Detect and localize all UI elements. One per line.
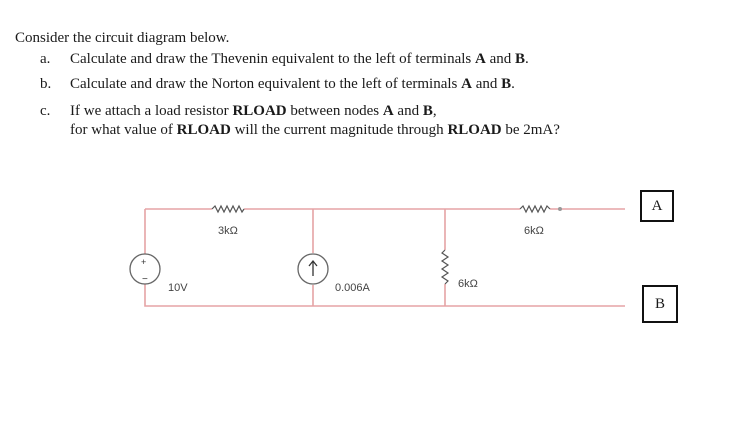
terminal-ref: B [515, 51, 526, 67]
question-text: and [485, 51, 516, 67]
voltage-source [130, 254, 188, 294]
question-text: and [393, 103, 423, 119]
current-source [298, 254, 371, 294]
question-text: will the current magnitude through [230, 122, 448, 138]
rload-symbol: RLOAD [232, 103, 287, 119]
question-text: Calculate and draw the Norton equivalent to the left of terminals [70, 76, 462, 92]
resistor-3k-label: 3kΩ [218, 225, 238, 237]
question-text: If we attach a load resistor [70, 103, 233, 119]
minus-sign: − [142, 274, 148, 285]
terminal-ref: A [382, 103, 394, 119]
current-source-label: 0.006A [335, 282, 370, 294]
intro-text: Consider the circuit diagram below. [15, 30, 230, 46]
terminal-a-label: A [651, 197, 663, 214]
question-text: and [471, 76, 502, 92]
question-text: , [432, 103, 437, 119]
question-text: be 2mA? [501, 122, 560, 138]
question-marker: a. [40, 51, 51, 67]
question-text: between nodes [286, 103, 383, 119]
terminal-a-box [640, 190, 674, 222]
terminal-ref: A [461, 76, 472, 92]
circuit-wires [145, 209, 625, 306]
resistor-6k-series [520, 206, 562, 237]
plus-sign: + [141, 257, 147, 267]
resistor-6k-series-label: 6kΩ [524, 225, 544, 237]
rload-symbol: RLOAD [176, 122, 231, 138]
terminal-ref: B [501, 76, 512, 92]
question-text: . [511, 76, 515, 92]
resistor-6k-shunt-label: 6kΩ [458, 278, 478, 290]
terminal-b-label: B [654, 295, 665, 312]
voltage-source-label: 10V [168, 282, 188, 294]
terminal-b-box [642, 285, 678, 323]
question-text: . [525, 51, 529, 67]
resistor-3k [212, 206, 244, 237]
terminal-ref: A [475, 51, 486, 67]
node-dot [558, 207, 562, 211]
question-text: for what value of [70, 122, 177, 138]
rload-symbol: RLOAD [447, 122, 502, 138]
terminal-ref: B [422, 103, 433, 119]
resistor-6k-shunt [442, 250, 478, 290]
question-marker: b. [40, 76, 52, 92]
question-text: Calculate and draw the Thevenin equivalent to the left of terminals [70, 51, 475, 67]
question-marker: c. [40, 103, 51, 119]
